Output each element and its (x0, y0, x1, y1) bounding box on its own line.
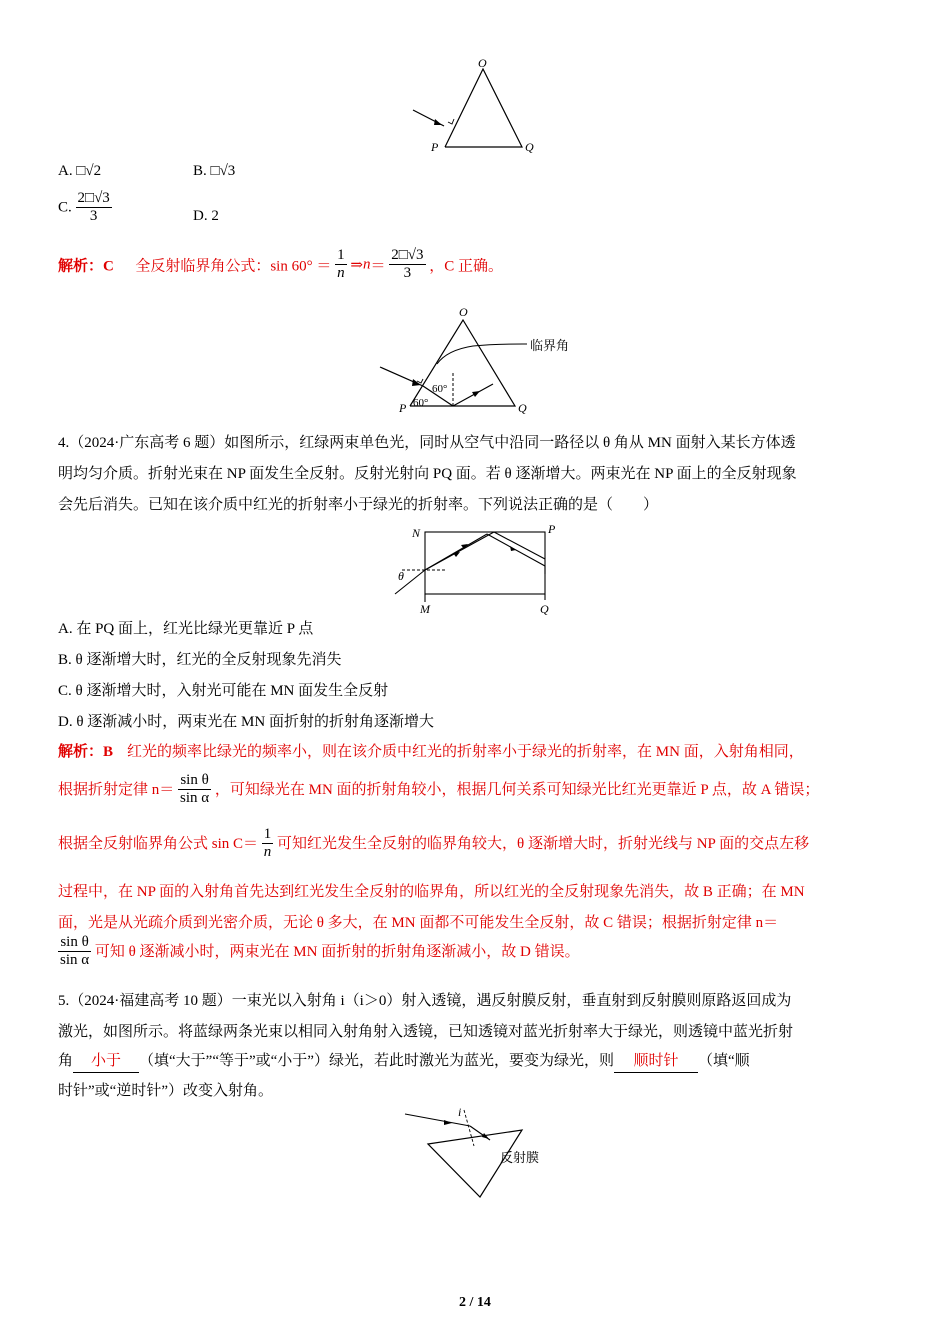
label-p: P (399, 401, 407, 415)
q4-answer-line5: 面，光是从光疏介质到光密介质，无论 θ 多大，在 MN 面都不可能发生全反射，故 C 错误；根据折射定律 n＝ (58, 915, 779, 931)
label-o: O (459, 305, 468, 319)
label-q: Q (518, 401, 527, 415)
q3-answer: 解析：C 全反射临界角公式：sin 60° ＝ $\frac{1}{n}$ ⇒n＝ $\frac{2□√3}{3}$ ，C 正确。 (58, 247, 504, 282)
label-q: Q (540, 602, 549, 616)
label-i: i (458, 1105, 462, 1119)
reflective-film-label: 反射膜 (500, 1150, 540, 1165)
figure-lens-reflective-film (400, 1102, 560, 1202)
label-o: O (478, 56, 487, 70)
label-p: P (548, 522, 556, 536)
option-c: C. $\frac{2□√3}{3}$ (58, 190, 110, 225)
angle-60-top: 60° (432, 383, 448, 395)
answer-blank-1: 小于 (73, 1050, 139, 1073)
answer-blank-2: 顺时针 (614, 1050, 698, 1073)
label-n: N (412, 526, 421, 540)
q4-answer-line4: 过程中，在 NP 面的入射角首先达到红光发生全反射的临界角，所以红光的全反射现象先消失，故 B 正确；在 MN (58, 884, 805, 900)
figure-critical-angle (375, 302, 585, 420)
page-number: 2 / 14 (459, 1295, 491, 1310)
figure-triangle-opq (405, 55, 550, 157)
label-p: P (431, 140, 439, 154)
question-4: 4.（2024·广东高考 6 题）如图所示，红绿两束单色光，同时从空气中沿同一路径以 θ 角从 MN 面射入某长方体透 明均匀介质。折射光束在 NP 面发生全反射。反射光射向 PQ 面。若 θ 逐渐增大。两束光在 NP 面上的全反射现象 会先后消失。已知在该介质中红光的折射率小于绿光的折射率。下列说法正确的是（ ） (58, 435, 797, 513)
q4-option-c: C. θ 逐渐增大时，入射光可能在 MN 面发生全反射 (58, 683, 389, 699)
label-theta: θ (398, 569, 404, 583)
q5-line4: 时针”或“逆时针”）改变入射角。 (58, 1083, 273, 1099)
q5-line2: 激光，如图所示。将蓝绿两条光束以相同入射角射入透镜，已知透镜对蓝光折射率大于绿光，则透镜中蓝光折射 (58, 1024, 794, 1040)
option-a: A. □√2 (58, 163, 102, 179)
q4-option-d: D. θ 逐渐减小时，两束光在 MN 面折射的折射角逐渐增大 (58, 714, 434, 730)
q4-answer-line6: $\frac{\text{sin θ}}{\text{sin α}}$ 可知 θ 逐渐减小时，两束光在 MN 面折射的折射角逐渐减小，故 D 错误。 (60, 934, 580, 969)
q4-answer-line2: 根据折射定律 n＝ $\frac{\text{sin θ}}{\text{sin α}}$ ，可知绿光在 MN 面的折射角较小，根据几何关系可知绿光比红光更靠近 P 点，故 A 错误； (58, 772, 820, 807)
label-m: M (420, 602, 430, 616)
q4-answer-line1: 解析：B 红光的频率比绿光的频率小，则在该介质中红光的折射率小于绿光的折射率，在 MN 面，入射角相同， (58, 744, 804, 760)
option-d: D. 2 (193, 208, 219, 224)
q4-answer-line3: 根据全反射临界角公式 sin C＝ $\frac{1}{n}$ 可知红光发生全反射的临界角较大，θ 逐渐增大时，折射光线与 NP 面的交点左移 (58, 826, 810, 861)
option-b: B. □√3 (193, 163, 236, 179)
q4-option-b: B. θ 逐渐增大时，红光的全反射现象先消失 (58, 652, 342, 668)
label-q: Q (525, 140, 534, 154)
q4-option-a: A. 在 PQ 面上，红光比绿光更靠近 P 点 (58, 621, 314, 637)
q5-line3: 角 小于 （填“大于”“等于”或“小于”）绿光，若此时激光为蓝光，要变为绿光，则 顺时针 （填“顺 (58, 1050, 750, 1073)
figure-rectangular-medium (390, 522, 565, 617)
angle-60-bottom: 60° (413, 397, 429, 409)
critical-angle-label: 临界角 (530, 338, 570, 353)
q5-line1: 5.（2024·福建高考 10 题）一束光以入射角 i（i＞0）射入透镜，遇反射膜反射，垂直射到反射膜则原路返回成为 (58, 993, 792, 1009)
